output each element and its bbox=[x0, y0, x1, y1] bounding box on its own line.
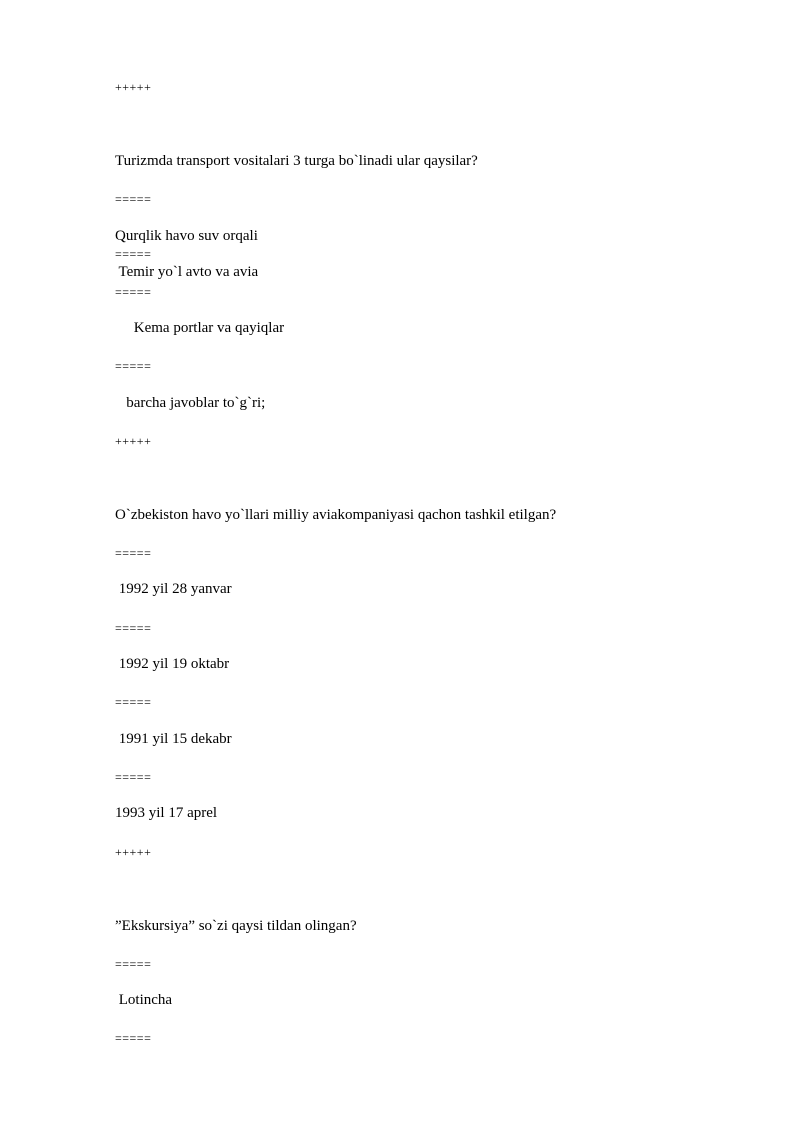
separator-equals: ===== bbox=[115, 247, 152, 261]
answer-option: 1992 yil 19 oktabr bbox=[115, 656, 230, 672]
separator-equals: ===== bbox=[115, 546, 152, 560]
answer-option: barcha javoblar to`g`ri; bbox=[115, 395, 266, 411]
separator-plus: +++++ bbox=[115, 434, 152, 448]
separator-equals: ===== bbox=[115, 621, 152, 635]
separator-equals: ===== bbox=[115, 285, 152, 299]
separator-equals: ===== bbox=[115, 957, 152, 971]
separator-equals: ===== bbox=[115, 770, 152, 784]
question-3: ”Ekskursiya” so`zi qaysi tildan olingan? bbox=[115, 918, 357, 934]
answer-option: Kema portlar va qayiqlar bbox=[115, 320, 285, 336]
answer-option: Lotincha bbox=[115, 992, 173, 1008]
separator-plus: +++++ bbox=[115, 80, 152, 94]
question-2: O`zbekiston havo yo`llari milliy aviakompaniyasi qachon tashkil etilgan? bbox=[115, 507, 557, 523]
question-1: Turizmda transport vositalari 3 turga bo`linadi ular qaysilar? bbox=[115, 153, 478, 169]
separator-equals: ===== bbox=[115, 1031, 152, 1045]
answer-option: 1992 yil 28 yanvar bbox=[115, 581, 232, 597]
separator-equals: ===== bbox=[115, 359, 152, 373]
separator-equals: ===== bbox=[115, 192, 152, 206]
answer-option: 1991 yil 15 dekabr bbox=[115, 731, 232, 747]
answer-option: Temir yo`l avto va avia bbox=[115, 264, 259, 280]
separator-plus: +++++ bbox=[115, 845, 152, 859]
answer-option: 1993 yil 17 aprel bbox=[115, 805, 218, 821]
answer-option: Qurqlik havo suv orqali bbox=[115, 228, 258, 244]
separator-equals: ===== bbox=[115, 695, 152, 709]
